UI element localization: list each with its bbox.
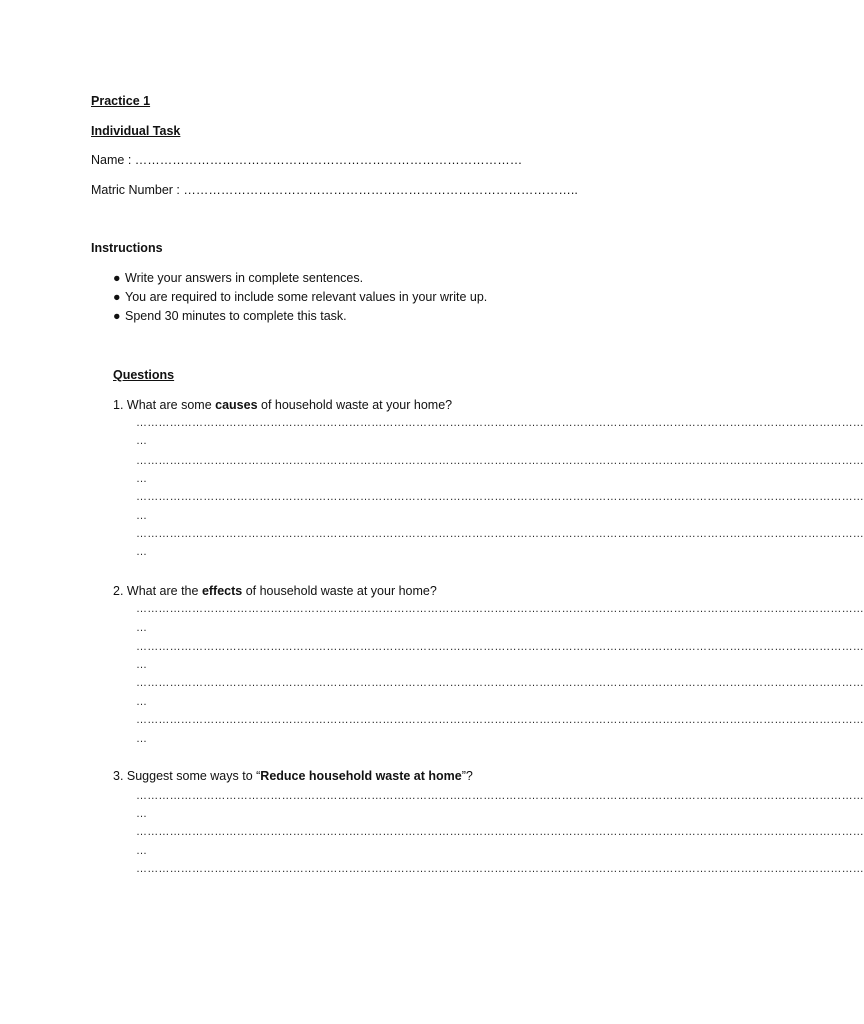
instruction-item xyxy=(113,270,363,286)
answer-line-continuation: … xyxy=(136,659,147,671)
question-2: 2. What are the effects of household waste at your home? xyxy=(113,584,437,598)
instruction-text: Spend 30 minutes to complete this task. xyxy=(125,309,347,323)
instructions-heading: Instructions xyxy=(91,241,163,255)
question-2-keyword: effects xyxy=(201,584,243,598)
answer-line[interactable]: …………………………………………………………………………………………………………………………………………………………………………… xyxy=(136,641,864,653)
matric-number-label: Matric Number : xyxy=(91,183,184,197)
answer-line[interactable]: …………………………………………………………………………………………………………………………………………………………………………… xyxy=(136,714,864,726)
answer-line-continuation: … xyxy=(136,696,147,708)
instruction-item xyxy=(113,289,487,305)
answer-line-continuation: … xyxy=(136,473,147,485)
question-3: 3. Suggest some ways to “Reduce household waste at home”? xyxy=(113,769,473,783)
task-type: Individual Task xyxy=(91,124,181,138)
answer-line-continuation: … xyxy=(136,845,147,857)
name-blank[interactable]: ………………………………………………………………………………… xyxy=(134,153,523,167)
instruction-item xyxy=(113,308,347,324)
bullet-icon: ● xyxy=(113,290,121,304)
answer-line-continuation: … xyxy=(136,510,147,522)
answer-line[interactable]: …………………………………………………………………………………………………………………………………………………………………………… xyxy=(136,455,864,467)
practice-title: Practice 1 xyxy=(91,94,151,108)
answer-line-continuation: … xyxy=(136,546,147,558)
matric-number-blank[interactable]: ………………………………………………………………………………….. xyxy=(183,183,578,197)
answer-line[interactable]: …………………………………………………………………………………………………………………………………………………………………………… xyxy=(136,677,864,689)
question-1: 1. What are some causes of household waste at your home? xyxy=(113,398,453,412)
answer-line[interactable]: …………………………………………………………………………………………………………………………………………………………………………… xyxy=(136,863,864,875)
name-label: Name : xyxy=(91,153,135,167)
answer-line-continuation: … xyxy=(136,808,147,820)
bullet-icon: ● xyxy=(113,271,121,285)
answer-line[interactable]: …………………………………………………………………………………………………………………………………………………………………………… xyxy=(136,826,864,838)
answer-line[interactable]: …………………………………………………………………………………………………………………………………………………………………………… xyxy=(136,790,864,802)
instruction-text: Write your answers in complete sentences. xyxy=(125,271,364,285)
answer-line[interactable]: …………………………………………………………………………………………………………………………………………………………………………… xyxy=(136,603,864,615)
answer-line-continuation: … xyxy=(136,733,147,745)
name-field[interactable] xyxy=(91,152,522,168)
questions-heading: Questions xyxy=(113,368,175,382)
answer-line[interactable]: …………………………………………………………………………………………………………………………………………………………………………… xyxy=(136,417,864,429)
answer-line-continuation: … xyxy=(136,622,147,634)
matric-number-field[interactable] xyxy=(91,182,578,198)
bullet-icon: ● xyxy=(113,309,121,323)
answer-line-continuation: … xyxy=(136,435,147,447)
instruction-text: You are required to include some relevant values in your write up. xyxy=(125,290,488,304)
question-1-keyword: causes xyxy=(215,398,258,412)
question-3-keyword: Reduce household waste at home xyxy=(260,769,462,783)
answer-line[interactable]: …………………………………………………………………………………………………………………………………………………………………………… xyxy=(136,491,864,503)
answer-line[interactable]: …………………………………………………………………………………………………………………………………………………………………………… xyxy=(136,528,864,540)
